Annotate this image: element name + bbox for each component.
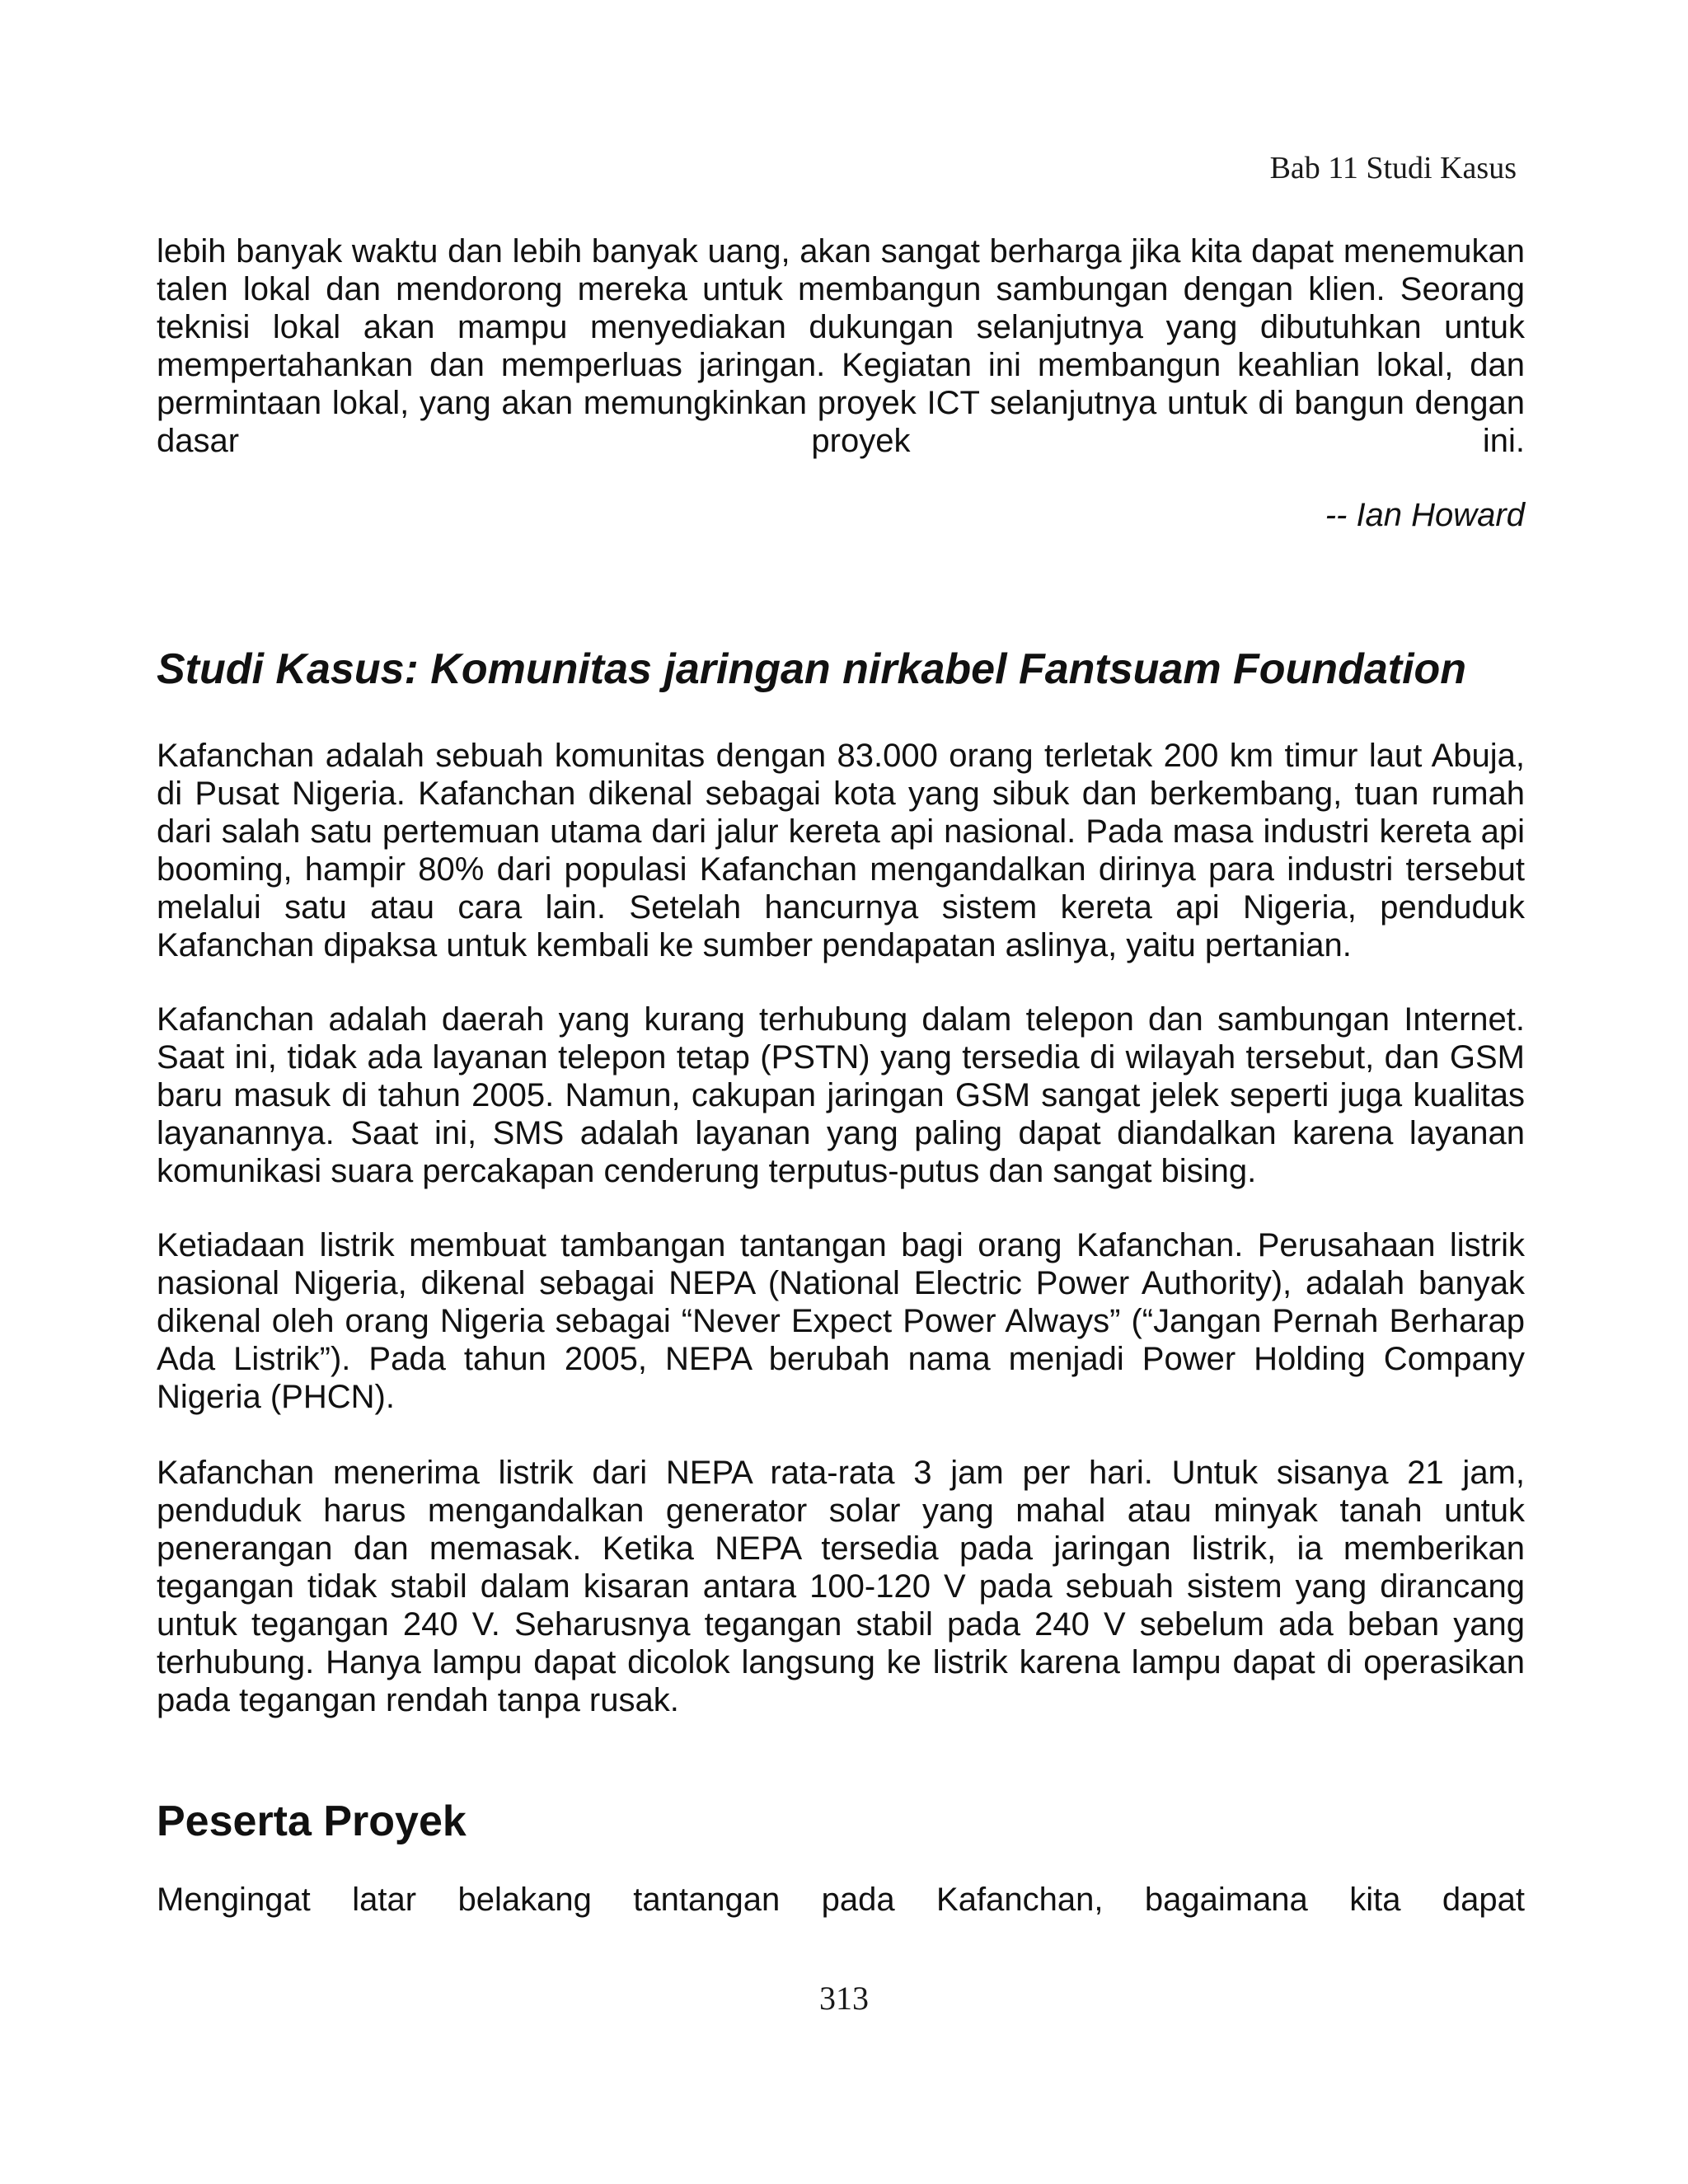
section-heading-peserta: Peserta Proyek (157, 1797, 467, 1845)
quote-attribution: -- Ian Howard (1325, 497, 1525, 533)
case-study-heading: Studi Kasus: Komunitas jaringan nirkabel Fantsuam Foundation (157, 645, 1467, 693)
paragraph-power-supply: Kafanchan menerima listrik dari NEPA rata-rata 3 jam per hari. Untuk sisanya 21 jam, penduduk harus mengandalkan generator solar yang mahal atau minyak tanah untuk penerangan dan memasak. Ketika NEPA tersedia pada jaringan listrik, ia memberikan tegangan tidak stabil dalam kisaran antara 100-120 V pada sebuah sistem yang dirancang untuk tegangan 240 V. Seharusnya tegangan stabil pada 240 V sebelum ada beban yang terhubung. Hanya lampu dapat dicolok langsung ke listrik karena lampu dapat di operasikan pada tegangan rendah tanpa rusak. (157, 1455, 1525, 1718)
paragraph-connectivity: Kafanchan adalah daerah yang kurang terhubung dalam telepon dan sambungan Internet. Saat ini, tidak ada layanan telepon tetap (PSTN) yang tersedia di wilayah tersebut, dan GSM baru masuk di tahun 2005. Namun, cakupan jaringan GSM sangat jelek seperti juga kualitas layanannya. Saat ini, SMS adalah layanan yang paling dapat diandalkan karena layanan komunikasi suara percakapan cenderung terputus-putus dan sangat bising. (157, 1001, 1525, 1189)
paragraph-electricity: Ketiadaan listrik membuat tambangan tantangan bagi orang Kafanchan. Perusahaan listrik nasional Nigeria, dikenal sebagai NEPA (National Electric Power Authority), adalah banyak dikenal oleh orang Nigeria sebagai “Never Expect Power Always” (“Jangan Pernah Berharap Ada Listrik”). Pada tahun 2005, NEPA berubah nama menjadi Power Holding Company Nigeria (PHCN). (157, 1227, 1525, 1415)
intro-paragraph: lebih banyak waktu dan lebih banyak uang, akan sangat berharga jika kita dapat menemukan talen lokal dan mendorong mereka untuk membangun sambungan dengan klien. Seorang teknisi lokal akan mampu menyediakan dukungan selanjutnya yang dibutuhkan untuk mempertahankan dan memperluas jaringan. Kegiatan ini membangun keahlian lokal, dan permintaan lokal, yang akan memungkinkan proyek ICT selanjutnya untuk di bangun dengan dasar proyek ini. (157, 233, 1525, 459)
paragraph-peserta: Mengingat latar belakang tantangan pada Kafanchan, bagaimana kita dapat (157, 1882, 1525, 1918)
running-header: Bab 11 Studi Kasus (1269, 151, 1517, 185)
paragraph-kafanchan-community: Kafanchan adalah sebuah komunitas dengan 83.000 orang terletak 200 km timur laut Abuja, di Pusat Nigeria. Kafanchan dikenal sebagai kota yang sibuk dan berkembang, tuan rumah dari salah satu pertemuan utama dari jalur kereta api nasional. Pada masa industri kereta api booming, hampir 80% dari populasi Kafanchan mengandalkan dirinya para industri tersebut melalui satu atau cara lain. Setelah hancurnya sistem kereta api Nigeria, penduduk Kafanchan dipaksa untuk kembali ke sumber pendapatan aslinya, yaitu pertanian. (157, 738, 1525, 963)
page-number: 313 (819, 1980, 869, 2017)
